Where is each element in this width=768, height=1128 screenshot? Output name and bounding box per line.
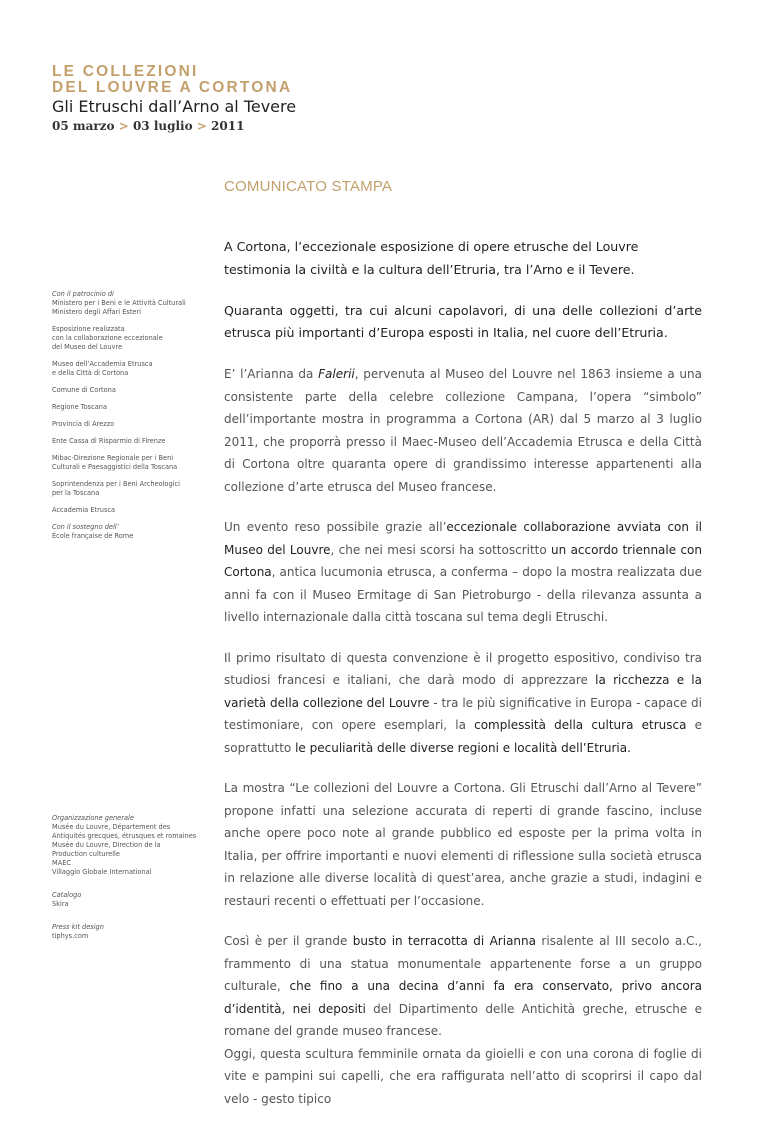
highlight-text: complessità della cultura etrusca	[474, 718, 687, 733]
credits-label: Press kit design	[52, 923, 104, 931]
body-paragraph: La mostra “Le collezioni del Louvre a Cortona. Gli Etruschi dall’Arno al Tevere” propone infatti una selezione accurata di reperti di grande fascino, incluse anche opere poco note al grande pubblico ed esposte per la prima volta in Italia, per offrire importanti e nuovi elementi di riflessione sulla società etrusca in relazione alle diverse località di quest’area, anche grazie a studi, indagini e restauri recenti o effettuati per l’occasione.	[224, 781, 702, 908]
body-paragraph: Così è per il grande busto in terracotta di Arianna risalente al III secolo a.C., frammento di una statua monumentale appartenente forse a un gruppo culturale, che fino a una decina d’anni fa era conservato, privo ancora d’identità, nei depositi del Dipartimento delle Antichità greche, etrusche e romane del grande museo francese.	[224, 934, 702, 1039]
sponsor-block-sostegno	[52, 523, 212, 541]
sponsor-line: Comune di Cortona	[52, 386, 116, 394]
highlight-text: la ricchezza e la varietà della collezione del Louvre	[224, 673, 702, 710]
date-end: 03 luglio	[132, 119, 193, 133]
exhibition-dates	[52, 119, 296, 133]
credits-line: Production culturelle	[52, 850, 120, 858]
credits-line: Musée du Louvre, Direction de la	[52, 841, 161, 849]
credits-sidebar	[52, 814, 212, 955]
falerii-emphasis: Falerii	[318, 367, 355, 382]
body-paragraph: E’ l’Arianna da Falerii, pervenuta al Museo del Louvre nel 1863 insieme a una consistente parte della celebre collezione Campana, l’opera “simbolo” dell’importante mostra in programma a Cortona (AR) dal 5 marzo al 3 luglio 2011, che proporrà presso il Maec-Museo dell’Accademia Etrusca e della Città di Cortona oltre quaranta opere di grandissimo interesse appartenenti alla collezione d’arte etrusca del Museo francese.	[224, 367, 702, 494]
credits-line: Villaggio Globale International	[52, 868, 152, 876]
sponsor-line: Museo dell’Accademia Etrusca	[52, 360, 153, 368]
sponsor-line: Mibac-Direzione Regionale per i Beni	[52, 454, 174, 462]
highlight-text: un accordo triennale con Cortona	[224, 542, 702, 580]
sponsor-label: Con il sostegno dell’	[52, 523, 119, 531]
sponsor-line: per la Toscana	[52, 489, 100, 497]
press-release-label: COMUNICATO STAMPA	[224, 178, 393, 195]
sponsor-label: Con il patrocinio di	[52, 290, 114, 298]
sponsor-block-esposizione	[52, 325, 212, 352]
sponsor-line: e della Città di Cortona	[52, 369, 129, 377]
separator-arrow-icon: >	[196, 119, 207, 133]
exhibition-header	[52, 64, 296, 133]
date-year: 2011	[211, 119, 245, 133]
credits-label: Catalogo	[52, 891, 82, 899]
exhibition-title-line2: DEL LOUVRE A CORTONA	[52, 79, 293, 96]
sponsor-line: Regione Toscana	[52, 403, 107, 411]
credits-block-press-kit	[52, 923, 212, 941]
exhibition-subtitle: Gli Etruschi dall’Arno al Tevere	[52, 97, 297, 116]
sponsor-line: Culturali e Paesaggistici della Toscana	[52, 463, 178, 471]
highlight-text: le peculiarità delle diverse regioni e località dell’Etruria.	[295, 740, 631, 755]
separator-arrow-icon: >	[118, 119, 129, 133]
highlight-text: eccezionale collaborazione avviata con il Museo del Louvre	[224, 520, 702, 557]
credits-block-catalogo	[52, 891, 212, 909]
sponsor-line: École française de Rome	[52, 532, 134, 540]
body-paragraph: Un evento reso possibile grazie all’eccezionale collaborazione avviata con il Museo del Louvre, che nei mesi scorsi ha sottoscritto un accordo triennale con Cortona, antica lucumonia etrusca, a conferma – dopo la mostra realizzata due anni fa con il Museo Ermitage di San Pietroburgo - della rilevanza assunta a livello internazionale dalla città toscana sul tema degli Etruschi.	[224, 520, 702, 625]
sponsor-block-patrocinio	[52, 290, 212, 317]
sponsor-line: Ente Cassa di Risparmio di Firenze	[52, 437, 166, 445]
sponsor-line: Ministero degli Affari Esteri	[52, 308, 142, 316]
sponsor-block-soprintendenza	[52, 480, 212, 498]
sponsor-block-museo	[52, 360, 212, 378]
lead-paragraph: A Cortona, l’eccezionale esposizione di opere etrusche del Louvre testimonia la civiltà e la cultura dell’Etruria, tra l’Arno e il Tevere.	[224, 239, 639, 277]
lead-paragraph-2: Quaranta oggetti, tra cui alcuni capolavori, di una delle collezioni d’arte etrusca più importanti d’Europa esposti in Italia, nel cuore dell’Etruria.	[224, 302, 702, 341]
sponsors-sidebar	[52, 290, 212, 549]
sponsor-line: Provincia di Arezzo	[52, 420, 115, 428]
sponsor-line: con la collaborazione eccezionale	[52, 334, 163, 342]
sponsor-line: Soprintendenza per i Beni Archeologici	[52, 480, 180, 488]
credits-line: tiphys.com	[52, 932, 89, 940]
credits-block-organizzazione	[52, 814, 212, 877]
credits-line: MAEC	[52, 859, 71, 867]
credits-line: Skira	[52, 900, 69, 908]
exhibition-title-line1: LE COLLEZIONI	[52, 63, 199, 80]
sponsor-line: Accademia Etrusca	[52, 506, 116, 514]
sponsor-block-mibac	[52, 454, 212, 472]
body-paragraph: Il primo risultato di questa convenzione è il progetto espositivo, condiviso tra studiosi francesi e italiani, che darà modo di apprezzare la ricchezza e la varietà della collezione del Louvre - tra le più significative in Europa - capace di testimoniare, con opere esemplari, la complessità della cultura etrusca e soprattutto le peculiarità delle diverse regioni e località dell’Etruria.	[224, 650, 702, 755]
credits-line: Musée du Louvre, Département des	[52, 823, 171, 831]
credits-label: Organizzazione generale	[52, 814, 134, 822]
date-start: 05 marzo	[52, 119, 115, 133]
highlight-text: che fino a una decina d’anni fa era conservato, privo ancora d’identità, nei depositi	[224, 979, 702, 1016]
press-release-body	[224, 236, 702, 1128]
body-paragraph: Oggi, questa scultura femminile ornata da gioielli e con una corona di foglie di vite e pampini sui capelli, che era raffigurata nell’atto di scoprirsi il capo dal velo - gesto tipico	[224, 1046, 702, 1106]
credits-line: Antiquités grecques, étrusques et romaines	[52, 832, 197, 840]
highlight-text: busto in terracotta di Arianna	[352, 934, 536, 949]
sponsor-line: Esposizione realizzata	[52, 325, 125, 333]
sponsor-line: Ministero per i Beni e le Attività Culturali	[52, 299, 186, 307]
sponsor-line: del Museo del Louvre	[52, 343, 123, 351]
